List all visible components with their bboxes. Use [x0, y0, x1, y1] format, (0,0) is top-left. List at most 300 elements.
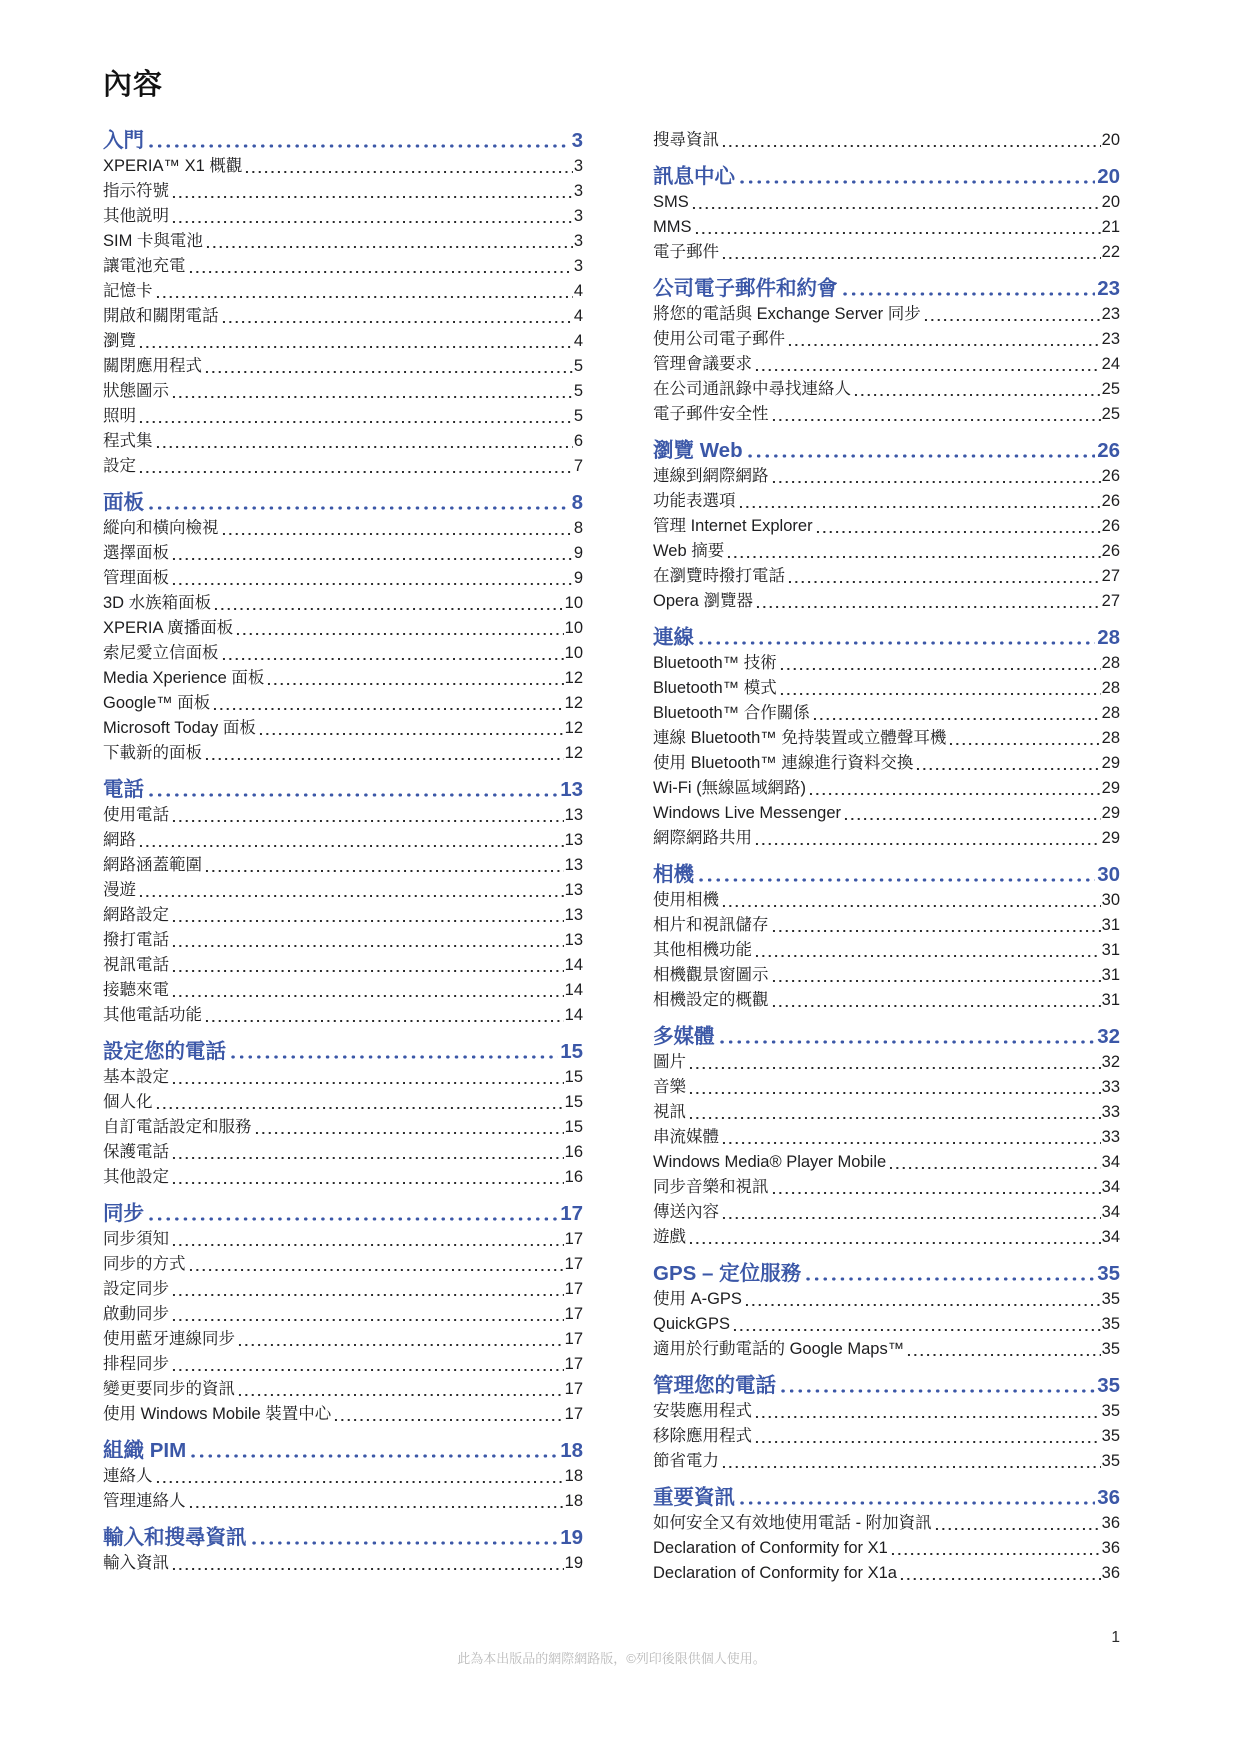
toc-entry[interactable] [653, 564, 1120, 589]
footer-note: 此為本出版品的網際網路版，©列印後限供個人使用。 [457, 1651, 766, 1666]
toc-page-number: 5 [573, 382, 583, 400]
dotted-leader [221, 656, 564, 662]
toc-page-number: 35 [1101, 1290, 1120, 1308]
toc-entry[interactable] [103, 179, 583, 204]
dotted-leader [754, 367, 1101, 373]
toc-page-number: 15 [564, 1118, 583, 1136]
toc-entry[interactable] [103, 429, 583, 454]
dotted-leader [948, 741, 1100, 747]
toc-entry[interactable] [653, 1449, 1120, 1474]
dotted-leader [213, 606, 563, 612]
toc-entry[interactable] [103, 1489, 583, 1514]
toc-entry[interactable] [653, 1125, 1120, 1150]
toc-entry-label: 縱向和橫向檢視 [103, 519, 219, 537]
toc-entry-label: 電子郵件 [653, 243, 719, 261]
dotted-leader [853, 392, 1101, 398]
toc-page-number: 26 [1101, 542, 1120, 560]
toc-page-number: 17 [564, 1330, 583, 1348]
toc-section-heading[interactable] [103, 1525, 583, 1551]
toc-page-number: 28 [1101, 704, 1120, 722]
toc-entry-label: 使用電話 [103, 806, 169, 824]
dotted-leader [721, 143, 1101, 149]
toc-entry[interactable] [103, 591, 583, 616]
toc-entry[interactable] [653, 938, 1120, 963]
toc-entry-label: 保護電話 [103, 1143, 169, 1161]
dotted-leader [171, 194, 573, 200]
toc-section-heading[interactable] [103, 777, 583, 803]
toc-entry-label: 管理會議要求 [653, 355, 752, 373]
toc-entry[interactable] [653, 1100, 1120, 1125]
toc-section-heading[interactable] [103, 1438, 583, 1464]
toc-page-number: 13 [564, 906, 583, 924]
toc-heading-label: 瀏覽 Web [653, 439, 743, 462]
toc-entry[interactable] [103, 379, 583, 404]
toc-section-heading[interactable] [653, 438, 1120, 464]
dotted-leader [779, 691, 1101, 697]
toc-page-number: 17 [564, 1230, 583, 1248]
toc-page-number: 17 [564, 1380, 583, 1398]
toc-page-number: 34 [1101, 1178, 1120, 1196]
toc-entry[interactable] [103, 616, 583, 641]
toc-section-heading[interactable] [653, 1261, 1120, 1287]
toc-entry[interactable] [103, 1115, 583, 1140]
toc-page-number: 3 [573, 182, 583, 200]
toc-entry-label: Bluetooth™ 技術 [653, 654, 777, 672]
toc-entry-label: 輸入資訊 [103, 1554, 169, 1572]
toc-entry[interactable] [103, 279, 583, 304]
toc-entry[interactable] [653, 651, 1120, 676]
dotted-leader [138, 419, 573, 425]
toc-entry[interactable] [653, 826, 1120, 851]
toc-page-number: 13 [564, 931, 583, 949]
toc-entry[interactable] [653, 539, 1120, 564]
toc-entry[interactable] [653, 801, 1120, 826]
toc-entry-label: 使用藍牙連線同步 [103, 1330, 235, 1348]
dotted-leader [688, 1065, 1101, 1071]
toc-entry[interactable] [653, 1399, 1120, 1424]
toc-entry[interactable] [103, 1402, 583, 1427]
toc-entry[interactable] [653, 190, 1120, 215]
toc-entry[interactable] [103, 229, 583, 254]
toc-page-number: 17 [564, 1405, 583, 1423]
toc-entry[interactable] [103, 803, 583, 828]
toc-page-number: 35 [1101, 1427, 1120, 1445]
toc-page-number: 10 [564, 594, 583, 612]
toc-entry[interactable] [103, 1551, 583, 1576]
toc-page-number: 23 [1101, 330, 1120, 348]
dotted-leader [771, 417, 1101, 423]
dotted-leader [171, 1367, 564, 1373]
toc-entry[interactable] [103, 516, 583, 541]
toc-section [653, 438, 1120, 614]
dotted-leader [171, 1242, 564, 1248]
toc-entry[interactable] [653, 776, 1120, 801]
toc-entry[interactable] [653, 302, 1120, 327]
toc-page-number: 12 [564, 719, 583, 737]
toc-heading-label: 重要資訊 [653, 1486, 735, 1509]
toc-entry[interactable] [103, 404, 583, 429]
dotted-leader [906, 1352, 1100, 1358]
toc-section-heading[interactable] [103, 128, 583, 154]
toc-entry-label: 下載新的面板 [103, 744, 202, 762]
toc-entry-label: 使用 Windows Mobile 裝置中心 [103, 1405, 332, 1423]
toc-entry-label: SIM 卡與電池 [103, 232, 203, 250]
toc-entry[interactable] [653, 1287, 1120, 1312]
toc-heading-label: 訊息中心 [653, 165, 735, 188]
toc-entry-label: 其他相機功能 [653, 941, 752, 959]
toc-section-heading[interactable] [653, 1024, 1120, 1050]
toc-section [103, 1201, 583, 1427]
toc-entry[interactable] [103, 1140, 583, 1165]
dotted-leader [171, 219, 573, 225]
toc-entry[interactable] [103, 978, 583, 1003]
toc-page-number: 24 [1101, 355, 1120, 373]
dotted-leader [155, 294, 573, 300]
toc-entry-label: QuickGPS [653, 1315, 731, 1333]
toc-entry[interactable] [103, 903, 583, 928]
toc-page-number: 31 [1101, 916, 1120, 934]
toc-entry[interactable] [103, 1252, 583, 1277]
toc-entry[interactable] [103, 1227, 583, 1252]
toc-section [653, 1373, 1120, 1474]
toc-page-number: 20 [1101, 193, 1120, 211]
toc-entry-label: XPERIA 廣播面板 [103, 619, 234, 637]
toc-entry-label: 瀏覽 [103, 332, 136, 350]
toc-page-number: 18 [564, 1467, 583, 1485]
toc-page-number: 26 [1097, 439, 1120, 462]
table-of-contents [103, 128, 1120, 1586]
toc-entry[interactable] [103, 566, 583, 591]
toc-entry[interactable] [103, 204, 583, 229]
toc-page-number: 30 [1097, 863, 1120, 886]
toc-page-number: 34 [1101, 1203, 1120, 1221]
toc-entry[interactable] [653, 377, 1120, 402]
toc-entry[interactable] [103, 1277, 583, 1302]
toc-entry-label: 漫遊 [103, 881, 136, 899]
toc-entry-label: 圖片 [653, 1053, 686, 1071]
toc-page-number: 6 [573, 432, 583, 450]
toc-entry[interactable] [653, 1312, 1120, 1337]
dotted-leader [171, 1180, 564, 1186]
toc-page-number: 16 [564, 1168, 583, 1186]
toc-page-number: 31 [1101, 941, 1120, 959]
toc-entry-label: 連線 Bluetooth™ 免持裝置或立體聲耳機 [653, 729, 947, 747]
toc-section-heading[interactable] [653, 1373, 1120, 1399]
toc-section [653, 625, 1120, 851]
toc-entry[interactable] [653, 1536, 1120, 1561]
toc-entry-label: 連線到網際網路 [653, 467, 769, 485]
dotted-leader [815, 529, 1101, 535]
dotted-leader [237, 1342, 564, 1348]
toc-entry-label: 同步音樂和視訊 [653, 1178, 769, 1196]
toc-page-number: 33 [1101, 1128, 1120, 1146]
dotted-leader [155, 1105, 564, 1111]
toc-entry-label: Media Xperience 面板 [103, 669, 265, 687]
toc-entry[interactable] [653, 1200, 1120, 1225]
dotted-leader [188, 1267, 564, 1273]
toc-entry[interactable] [103, 1464, 583, 1489]
toc-left-column [103, 128, 583, 1586]
toc-heading-label: GPS – 定位服務 [653, 1262, 802, 1285]
dotted-leader [755, 604, 1101, 610]
toc-entry[interactable] [103, 878, 583, 903]
toc-entry-label: 關閉應用程式 [103, 357, 202, 375]
toc-entry[interactable] [653, 464, 1120, 489]
toc-page-number: 12 [564, 744, 583, 762]
toc-page-number: 20 [1101, 131, 1120, 149]
toc-entry[interactable] [653, 751, 1120, 776]
toc-heading-label: 面板 [103, 491, 144, 514]
toc-entry[interactable] [103, 1352, 583, 1377]
toc-page-number: 13 [560, 778, 583, 801]
dotted-leader [171, 1566, 564, 1572]
dotted-leader [721, 1464, 1101, 1470]
toc-entry[interactable] [103, 741, 583, 766]
toc-section-heading[interactable] [103, 490, 583, 516]
toc-entry[interactable] [103, 541, 583, 566]
toc-section [103, 1438, 583, 1514]
toc-page-number: 18 [564, 1492, 583, 1510]
dotted-leader [204, 1018, 564, 1024]
dotted-leader [718, 1038, 1096, 1046]
dotted-leader [812, 716, 1101, 722]
toc-heading-label: 組織 PIM [103, 1439, 187, 1462]
toc-entry[interactable] [103, 304, 583, 329]
dotted-leader [147, 791, 558, 799]
toc-entry[interactable] [653, 1075, 1120, 1100]
toc-entry[interactable] [103, 1003, 583, 1028]
toc-entry[interactable] [653, 215, 1120, 240]
toc-entry[interactable] [653, 1337, 1120, 1362]
toc-entry-label: 記憶卡 [103, 282, 153, 300]
dotted-leader [890, 1551, 1101, 1557]
toc-entry-label: XPERIA™ X1 概觀 [103, 157, 243, 175]
toc-entry[interactable] [653, 963, 1120, 988]
toc-entry[interactable] [653, 676, 1120, 701]
dotted-leader [721, 255, 1101, 261]
dotted-leader [147, 1215, 558, 1223]
toc-section-heading[interactable] [103, 1039, 583, 1065]
dotted-leader [804, 1275, 1095, 1283]
toc-entry[interactable] [653, 327, 1120, 352]
toc-page-number: 23 [1101, 305, 1120, 323]
dotted-leader [754, 953, 1101, 959]
toc-entry[interactable] [103, 454, 583, 479]
toc-entry-label: 功能表選項 [653, 492, 736, 510]
toc-page-number: 10 [564, 619, 583, 637]
dotted-leader [188, 1504, 564, 1510]
toc-entry[interactable] [653, 1150, 1120, 1175]
dotted-leader [171, 394, 573, 400]
toc-entry[interactable] [653, 1175, 1120, 1200]
toc-entry[interactable] [103, 354, 583, 379]
toc-entry[interactable] [653, 726, 1120, 751]
toc-entry[interactable] [103, 1090, 583, 1115]
toc-page-number: 13 [564, 806, 583, 824]
dotted-leader [155, 444, 573, 450]
toc-entry[interactable] [653, 1561, 1120, 1586]
toc-entry[interactable] [103, 1065, 583, 1090]
toc-entry-label: 電子郵件安全性 [653, 405, 769, 423]
dotted-leader [771, 928, 1101, 934]
toc-page-number: 15 [564, 1093, 583, 1111]
toc-entry-label: 管理 Internet Explorer [653, 517, 813, 535]
toc-entry-label: Declaration of Conformity for X1 [653, 1539, 888, 1557]
toc-entry[interactable] [653, 913, 1120, 938]
toc-entry[interactable] [653, 988, 1120, 1013]
toc-page-number: 9 [573, 544, 583, 562]
dotted-leader [204, 756, 564, 762]
toc-entry-label: 變更要同步的資訊 [103, 1380, 235, 1398]
toc-entry[interactable] [103, 254, 583, 279]
toc-entry[interactable] [653, 1050, 1120, 1075]
toc-page-number: 29 [1101, 754, 1120, 772]
toc-page-number: 27 [1101, 567, 1120, 585]
toc-page-number: 28 [1101, 679, 1120, 697]
toc-entry[interactable] [103, 1302, 583, 1327]
dotted-leader [787, 342, 1101, 348]
folio-page-number: 1 [1111, 1629, 1120, 1646]
dotted-leader [934, 1526, 1101, 1532]
dotted-leader [171, 1317, 564, 1323]
toc-entry-label: 撥打電話 [103, 931, 169, 949]
toc-entry[interactable] [653, 240, 1120, 265]
toc-page-number: 33 [1101, 1103, 1120, 1121]
dotted-leader [138, 893, 564, 899]
toc-page-number: 25 [1101, 405, 1120, 423]
dotted-leader [771, 1003, 1101, 1009]
dotted-leader [771, 1190, 1101, 1196]
toc-entry[interactable] [103, 1327, 583, 1352]
toc-entry-label: 傳送內容 [653, 1203, 719, 1221]
toc-page-number: 26 [1101, 517, 1120, 535]
toc-heading-label: 設定您的電話 [103, 1040, 226, 1063]
toc-entry[interactable] [103, 329, 583, 354]
toc-entry[interactable] [103, 666, 583, 691]
dotted-leader [171, 993, 564, 999]
dotted-leader [212, 706, 563, 712]
toc-entry[interactable] [653, 888, 1120, 913]
toc-page-number: 17 [564, 1355, 583, 1373]
toc-page-number: 17 [564, 1280, 583, 1298]
dotted-leader [697, 639, 1095, 647]
toc-entry[interactable] [653, 701, 1120, 726]
toc-entry-label: Wi-Fi (無線區域網路) [653, 779, 807, 797]
toc-entry-label: Bluetooth™ 模式 [653, 679, 777, 697]
dotted-leader [235, 631, 563, 637]
toc-entry[interactable] [103, 691, 583, 716]
toc-section-heading[interactable] [653, 862, 1120, 888]
toc-entry[interactable] [653, 352, 1120, 377]
toc-entry-label: 程式集 [103, 432, 153, 450]
toc-section-heading[interactable] [653, 164, 1120, 190]
toc-entry-label: Web 摘要 [653, 542, 725, 560]
toc-heading-label: 多媒體 [653, 1025, 715, 1048]
toc-section-heading[interactable] [653, 625, 1120, 651]
toc-page-number: 36 [1101, 1564, 1120, 1582]
toc-entry-label: 索尼愛立信面板 [103, 644, 219, 662]
dotted-leader [147, 504, 570, 512]
toc-entry[interactable] [103, 1165, 583, 1190]
toc-page-number: 3 [571, 129, 583, 152]
dotted-leader [771, 479, 1101, 485]
toc-section [653, 1261, 1120, 1362]
toc-page-number: 23 [1097, 277, 1120, 300]
toc-page-number: 30 [1101, 891, 1120, 909]
dotted-leader [138, 843, 564, 849]
toc-section-heading[interactable] [103, 1201, 583, 1227]
toc-entry[interactable] [653, 1225, 1120, 1250]
toc-entry[interactable] [103, 716, 583, 741]
toc-entry[interactable] [103, 828, 583, 853]
toc-entry-label: SMS [653, 193, 689, 211]
toc-page-number: 35 [1097, 1262, 1120, 1285]
toc-section-heading[interactable] [653, 1485, 1120, 1511]
toc-entry[interactable] [653, 514, 1120, 539]
dotted-leader [171, 1080, 564, 1086]
toc-entry[interactable] [653, 1511, 1120, 1536]
toc-entry[interactable] [653, 402, 1120, 427]
toc-entry-label: 設定 [103, 457, 136, 475]
toc-page-number: 14 [564, 981, 583, 999]
toc-entry[interactable] [103, 928, 583, 953]
toc-page-number: 14 [564, 1006, 583, 1024]
toc-entry-label: 接聽來電 [103, 981, 169, 999]
toc-entry[interactable] [103, 953, 583, 978]
toc-entry[interactable] [103, 1377, 583, 1402]
toc-entry-label: 使用 Bluetooth™ 連線進行資料交換 [653, 754, 914, 772]
toc-page-number: 18 [560, 1439, 583, 1462]
toc-entry-label: 串流媒體 [653, 1128, 719, 1146]
toc-page-number: 14 [564, 956, 583, 974]
toc-entry-label: 如何安全又有效地使用電話 - 附加資訊 [653, 1514, 932, 1532]
toc-section-heading[interactable] [653, 276, 1120, 302]
dotted-leader [237, 1392, 564, 1398]
dotted-leader [779, 666, 1101, 672]
toc-entry-label: 3D 水族箱面板 [103, 594, 212, 612]
dotted-leader [841, 290, 1096, 298]
toc-page-number: 35 [1101, 1340, 1120, 1358]
dotted-leader [888, 1165, 1100, 1171]
toc-entry-label: 自訂電話設定和服務 [103, 1118, 252, 1136]
toc-page-number: 13 [564, 881, 583, 899]
toc-page-number: 34 [1101, 1153, 1120, 1171]
dotted-leader [171, 1155, 564, 1161]
toc-entry[interactable] [653, 589, 1120, 614]
toc-entry-label: 指示符號 [103, 182, 169, 200]
dotted-leader [697, 876, 1095, 884]
toc-entry[interactable] [653, 489, 1120, 514]
dotted-leader [726, 554, 1100, 560]
toc-entry-label: 相機觀景窗圖示 [653, 966, 769, 984]
dotted-leader [746, 452, 1096, 460]
toc-entry-label: 同步須知 [103, 1230, 169, 1248]
dotted-leader [738, 504, 1101, 510]
toc-entry-label: Google™ 面板 [103, 694, 211, 712]
toc-entry-label: 個人化 [103, 1093, 153, 1111]
toc-entry[interactable] [103, 853, 583, 878]
toc-entry[interactable] [653, 1424, 1120, 1449]
toc-section [103, 1039, 583, 1190]
toc-page-number: 25 [1101, 380, 1120, 398]
toc-entry[interactable] [103, 641, 583, 666]
toc-page-number: 32 [1097, 1025, 1120, 1048]
toc-page-number: 3 [573, 257, 583, 275]
toc-entry[interactable] [103, 154, 583, 179]
toc-page-number: 15 [560, 1040, 583, 1063]
toc-entry[interactable] [653, 128, 1120, 153]
dotted-leader [254, 1130, 564, 1136]
